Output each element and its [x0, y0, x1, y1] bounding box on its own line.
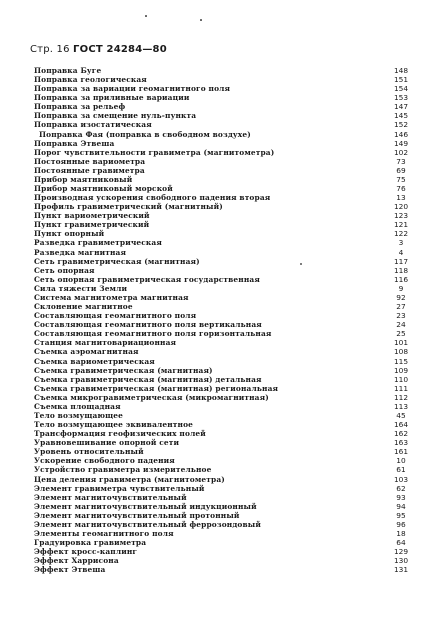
index-page-number: 152	[393, 120, 409, 130]
index-term: Тело возмущающее эквивалентное	[34, 420, 194, 430]
index-entry	[34, 384, 416, 393]
index-page-number: 149	[393, 138, 409, 148]
index-page-number: 101	[393, 338, 409, 348]
index-term: Сила тяжести Земли	[34, 283, 128, 293]
index-page-number: 102	[393, 147, 409, 157]
index-page-number: 130	[393, 556, 409, 566]
index-entry	[34, 220, 416, 229]
index-entry	[34, 120, 416, 129]
index-term: Пункт опорный	[34, 229, 105, 239]
index-page-number: 69	[396, 165, 406, 175]
index-term: Эффект кросс-каплинг	[34, 547, 138, 557]
print-speck	[145, 15, 147, 17]
index-page-number: 161	[393, 447, 409, 457]
index-page-number: 164	[393, 420, 409, 430]
index-entry	[34, 130, 416, 139]
index-term: Уровень относительный	[34, 447, 144, 457]
page-label: Стр.	[30, 44, 54, 55]
index-page-number: 24	[396, 320, 406, 330]
index-page-number: 95	[396, 510, 406, 520]
index-entry	[34, 538, 416, 547]
index-entry	[34, 257, 416, 266]
index-page-number: 122	[393, 229, 409, 239]
index-entry	[34, 357, 416, 366]
index-page-number: 163	[393, 438, 409, 448]
index-term: Градуировка гравиметра	[34, 538, 147, 548]
index-page-number: 45	[396, 410, 406, 420]
index-entry	[34, 211, 416, 220]
index-term: Сеть опорная гравиметрическая государственная	[34, 274, 260, 284]
page-header	[30, 44, 167, 55]
index-term: Цена деления гравиметра (магнитометра)	[34, 474, 225, 484]
index-term: Поправка Этвеша	[34, 138, 115, 148]
page-number: 16	[56, 44, 70, 55]
index-entry	[34, 193, 416, 202]
index-page-number: 3	[398, 238, 404, 248]
index-term: Съемка микрогравиметрическая (микромагнитная)	[34, 392, 269, 402]
index-page-number: 9	[398, 283, 404, 293]
index-entry	[34, 166, 416, 175]
index-page-number: 93	[396, 492, 406, 502]
index-entry	[34, 66, 416, 75]
index-entry	[34, 502, 416, 511]
index-page-number: 73	[396, 156, 406, 166]
index-term: Составляющая геомагнитного поля горизонтальная	[34, 329, 272, 339]
index-entry	[34, 402, 416, 411]
index-page-number: 4	[398, 247, 404, 257]
index-page-number: 75	[396, 174, 406, 184]
index-term: Производная ускорения свободного падения вторая	[34, 193, 271, 203]
index-term: Составляющая геомагнитного поля вертикальная	[34, 320, 262, 330]
index-entry	[34, 93, 416, 102]
subject-index-list	[34, 66, 416, 574]
index-entry	[34, 447, 416, 456]
index-term: Съемка гравиметрическая (магнитная)	[34, 365, 213, 375]
index-entry	[34, 311, 416, 320]
index-page-number: 121	[393, 220, 409, 230]
index-term: Прибор маятниковый морской	[34, 184, 173, 194]
index-page-number: 145	[393, 111, 409, 121]
index-term: Постоянные вариометра	[34, 156, 146, 166]
index-entry	[34, 547, 416, 556]
index-page-number: 13	[396, 193, 406, 203]
index-term: Поправка за смещение нуль-пункта	[34, 111, 197, 121]
index-term: Элемент магниточувствительный феррозондовый	[34, 519, 261, 529]
index-term: Съемка гравиметрическая (магнитная) детальная	[34, 374, 262, 384]
index-entry	[34, 338, 416, 347]
index-page-number: 111	[393, 383, 409, 393]
index-entry	[34, 329, 416, 338]
index-entry	[34, 84, 416, 93]
index-term: Поправка изостатическая	[34, 120, 152, 130]
index-term: Профиль гравиметрический (магнитный)	[34, 202, 223, 212]
index-term: Станция магнитовариационная	[34, 338, 177, 348]
index-entry	[34, 229, 416, 238]
index-entry	[34, 484, 416, 493]
index-term: Элемент магниточувствительный индукционный	[34, 501, 257, 511]
index-page-number: 118	[393, 265, 409, 275]
index-entry	[34, 302, 416, 311]
index-entry	[34, 284, 416, 293]
index-page-number: 120	[393, 202, 409, 212]
index-page-number: 27	[396, 302, 406, 312]
index-page-number: 115	[393, 356, 409, 366]
index-entry	[34, 347, 416, 356]
index-term: Ускорение свободного падения	[34, 456, 175, 466]
index-page-number: 64	[396, 538, 406, 548]
index-page-number: 146	[393, 129, 409, 139]
index-term: Поправка Фая (поправка в свободном воздухе)	[39, 129, 251, 139]
index-term: Система магнитометра магнитная	[34, 292, 189, 302]
index-term: Постоянные гравиметра	[34, 165, 145, 175]
index-page-number: 109	[393, 365, 409, 375]
index-page-number: 112	[393, 392, 409, 402]
index-page-number: 108	[393, 347, 409, 357]
index-entry	[34, 202, 416, 211]
index-page-number: 62	[396, 483, 406, 493]
index-page-number: 110	[393, 374, 409, 384]
index-entry	[34, 366, 416, 375]
index-term: Элемент гравиметра чувствительный	[34, 483, 205, 493]
index-term: Сеть гравиметрическая (магнитная)	[34, 256, 200, 266]
index-entry	[34, 565, 416, 574]
index-entry	[34, 139, 416, 148]
index-entry	[34, 456, 416, 465]
index-page-number: 92	[396, 292, 406, 302]
index-term: Пункт гравиметрический	[34, 220, 150, 230]
index-page-number: 162	[393, 429, 409, 439]
index-term: Разведка гравиметрическая	[34, 238, 162, 248]
index-page-number: 25	[396, 329, 406, 339]
index-term: Склонение магнитное	[34, 302, 133, 312]
index-term: Разведка магнитная	[34, 247, 127, 257]
index-entry	[34, 556, 416, 565]
index-entry	[34, 293, 416, 302]
index-entry	[34, 275, 416, 284]
index-term: Поправка за вариации геомагнитного поля	[34, 84, 231, 94]
index-page-number: 131	[393, 565, 409, 575]
print-speck	[300, 263, 302, 265]
index-term: Тело возмущающее	[34, 410, 124, 420]
index-entry	[34, 102, 416, 111]
index-entry	[34, 520, 416, 529]
index-page-number: 123	[393, 211, 409, 221]
index-page-number: 103	[393, 474, 409, 484]
index-entry	[34, 75, 416, 84]
index-term: Поправка за приливные вариации	[34, 93, 190, 103]
index-entry	[34, 393, 416, 402]
index-page-number: 117	[393, 256, 409, 266]
index-entry	[34, 375, 416, 384]
index-term: Съемка гравиметрическая (магнитная) региональная	[34, 383, 279, 393]
index-page-number: 129	[393, 547, 409, 557]
index-entry	[34, 175, 416, 184]
index-page-number: 113	[393, 401, 409, 411]
index-term: Прибор маятниковый	[34, 174, 133, 184]
index-term: Съемка площадная	[34, 401, 121, 411]
index-term: Составляющая геомагнитного поля	[34, 311, 197, 321]
index-term: Элементы геомагнитного поля	[34, 528, 174, 538]
index-term: Порог чувствительности гравиметра (магнитометра)	[34, 147, 275, 157]
index-page-number: 154	[393, 84, 409, 94]
index-entry	[34, 465, 416, 474]
index-term: Съемка вариометрическая	[34, 356, 155, 366]
index-page-number: 116	[393, 274, 409, 284]
index-term: Пункт вариометрический	[34, 211, 150, 221]
index-page-number: 151	[393, 75, 409, 85]
standard-code: ГОСТ 24284—80	[73, 44, 167, 55]
index-page-number: 23	[396, 311, 406, 321]
print-speck	[200, 19, 202, 21]
index-entry	[34, 320, 416, 329]
index-page-number: 61	[396, 465, 406, 475]
index-page-number: 147	[393, 102, 409, 112]
index-page-number: 153	[393, 93, 409, 103]
index-term: Эффект Этвеша	[34, 565, 106, 575]
index-entry	[34, 420, 416, 429]
index-term: Уравновешивание опорной сети	[34, 438, 180, 448]
index-entry	[34, 111, 416, 120]
index-entry	[34, 493, 416, 502]
index-entry	[34, 266, 416, 275]
index-term: Эффект Харрисона	[34, 556, 119, 566]
index-term: Съемка аэромагнитная	[34, 347, 139, 357]
index-page-number: 94	[396, 501, 406, 511]
index-entry	[34, 157, 416, 166]
index-term: Поправка геологическая	[34, 75, 147, 85]
index-entry	[34, 248, 416, 257]
index-entry	[34, 238, 416, 247]
index-entry	[34, 529, 416, 538]
index-page-number: 148	[393, 66, 409, 75]
index-entry	[34, 438, 416, 447]
index-entry	[34, 429, 416, 438]
index-term: Устройство гравиметра измерительное	[34, 465, 212, 475]
index-entry	[34, 411, 416, 420]
index-entry	[34, 184, 416, 193]
index-page-number: 10	[396, 456, 406, 466]
index-page-number: 18	[396, 528, 406, 538]
index-page-number: 76	[396, 184, 406, 194]
index-term: Поправка за рельеф	[34, 102, 126, 112]
index-term: Сеть опорная	[34, 265, 95, 275]
index-page-number: 96	[396, 519, 406, 529]
index-entry	[34, 511, 416, 520]
index-term: Поправка Буге	[34, 66, 102, 75]
index-entry	[34, 148, 416, 157]
index-entry	[34, 475, 416, 484]
index-term: Элемент магниточувствительный	[34, 492, 187, 502]
index-term: Трансформация геофизических полей	[34, 429, 206, 439]
index-term: Элемент магниточувствительный протонный	[34, 510, 240, 520]
